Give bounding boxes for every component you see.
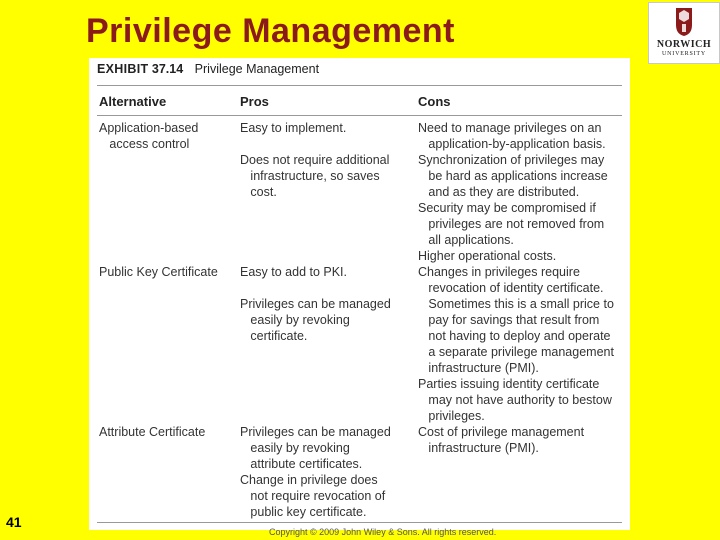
cell-line: infrastructure (PMI).: [418, 441, 539, 455]
cell-line: all applications.: [418, 233, 514, 247]
cons-cell: [418, 120, 608, 264]
alternative-cell: [99, 264, 218, 280]
cell-line: Higher operational costs.: [418, 249, 557, 263]
cell-line: public key certificate.: [240, 505, 367, 519]
cell-line: revocation of identity certificate.: [418, 281, 604, 295]
cell-line: attribute certificates.: [240, 457, 363, 471]
cell-line: and as they are distributed.: [418, 185, 580, 199]
cell-line: Privileges can be managed: [240, 425, 391, 439]
slide-title: Privilege Management: [86, 12, 456, 50]
cons-cell: [418, 424, 584, 456]
cell-line: be hard as applications increase: [418, 169, 608, 183]
cell-line: Parties issuing identity certificate: [418, 377, 600, 391]
cell-line: easily by revoking: [240, 441, 350, 455]
cell-line: infrastructure (PMI).: [418, 361, 539, 375]
cell-line: Easy to add to PKI.: [240, 265, 348, 279]
exhibit-table: [89, 58, 630, 537]
cell-line: Attribute Certificate: [99, 425, 206, 439]
crest-icon: [675, 7, 693, 37]
logo-subtitle: UNIVERSITY: [662, 51, 706, 57]
exhibit-caption: [97, 62, 319, 76]
page-number: 41: [6, 514, 22, 530]
top-rule: [97, 85, 622, 86]
logo-name: NORWICH: [656, 39, 712, 50]
cell-line: application-by-application basis.: [418, 137, 606, 151]
copyright-text: Copyright © 2009 John Wiley & Sons. All rights reserved.: [269, 527, 497, 537]
cell-line: Application-based: [99, 121, 199, 135]
cell-line: not require revocation of: [240, 489, 386, 503]
cell-line: pay for savings that result from: [418, 313, 600, 327]
alternative-cell: [99, 120, 198, 152]
cell-line: cost.: [240, 185, 277, 199]
header-cons: Cons: [418, 94, 451, 109]
exhibit-number: 37.14: [151, 62, 184, 76]
cell-line: certificate.: [240, 329, 308, 343]
exhibit-title: Privilege Management: [194, 62, 320, 76]
pros-cell: [240, 120, 389, 200]
pros-cell: [240, 424, 391, 520]
cell-line: a separate privilege management: [418, 345, 614, 359]
header-alternative: Alternative: [99, 94, 167, 109]
cell-line: easily by revoking: [240, 313, 350, 327]
cell-line: Security may be compromised if: [418, 201, 596, 215]
bottom-rule: [97, 522, 622, 523]
pros-cell: [240, 264, 391, 344]
cell-line: privileges.: [418, 409, 485, 423]
cell-line: Change in privilege does: [240, 473, 378, 487]
header-pros: Pros: [240, 94, 269, 109]
cell-line: [240, 136, 389, 152]
cell-line: may not have authority to bestow: [418, 393, 612, 407]
cell-line: access control: [99, 137, 190, 151]
cell-line: Sometimes this is a small price to: [418, 297, 614, 311]
university-logo: [648, 2, 720, 64]
cell-line: Changes in privileges require: [418, 265, 580, 279]
cons-cell: [418, 264, 614, 424]
cell-line: Does not require additional: [240, 153, 390, 167]
cell-line: Synchronization of privileges may: [418, 153, 605, 167]
cell-line: Easy to implement.: [240, 121, 347, 135]
cell-line: Privileges can be managed: [240, 297, 391, 311]
alternative-cell: [99, 424, 205, 440]
cell-line: Need to manage privileges on an: [418, 121, 602, 135]
exhibit-label: EXHIBIT: [97, 62, 149, 76]
cell-line: not having to deploy and operate: [418, 329, 611, 343]
cell-line: [240, 280, 391, 296]
header-rule: [97, 115, 622, 116]
cell-line: Cost of privilege management: [418, 425, 585, 439]
cell-line: privileges are not removed from: [418, 217, 605, 231]
cell-line: Public Key Certificate: [99, 265, 218, 279]
cell-line: infrastructure, so saves: [240, 169, 380, 183]
